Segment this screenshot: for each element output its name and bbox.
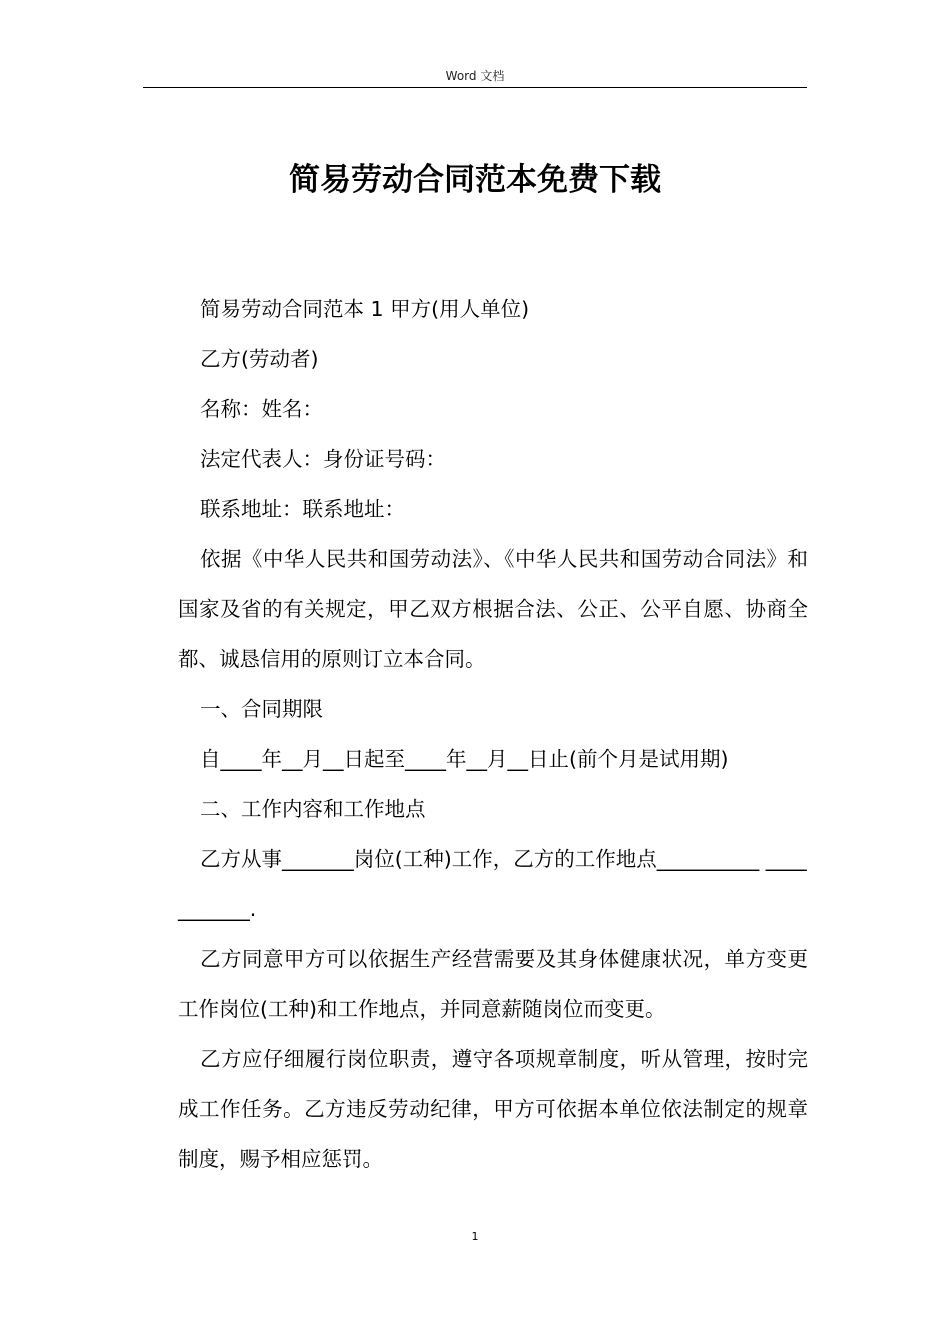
document-body	[178, 284, 808, 1184]
paragraph-name: 名称：姓名：	[200, 397, 323, 421]
paragraph-term-dates: 自____年__月__日起至____年__月__日止(前个月是试用期)	[200, 747, 729, 771]
section-heading-work: 二、工作内容和工作地点	[200, 797, 426, 821]
paragraph-party-b: 乙方(劳动者)	[200, 347, 319, 371]
paragraph-work-change: 乙方同意甲方可以依据生产经营需要及其身体健康状况，单方变更工作岗位(工种)和工作地点，并同意薪随岗位而变更。	[178, 947, 808, 1021]
page-number: 1	[471, 1230, 479, 1243]
paragraph-basis: 依据《中华人民共和国劳动法》、《中华人民共和国劳动合同法》和国家及省的有关规定，甲乙双方根据合法、公正、公平自愿、协商全都、诚恳信用的原则订立本合同。	[178, 547, 808, 671]
paragraph-party-a: 简易劳动合同范本 1 甲方(用人单位)	[200, 297, 530, 321]
paragraph-address: 联系地址：联系地址：	[200, 497, 405, 521]
header-divider	[143, 87, 807, 88]
paragraph-duties: 乙方应仔细履行岗位职责，遵守各项规章制度，听从管理，按时完成工作任务。乙方违反劳动纪律，甲方可依据本单位依法制定的规章制度，赐予相应惩罚。	[178, 1047, 808, 1171]
document-title: 简易劳动合同范本免费下载	[289, 162, 661, 198]
section-heading-term: 一、合同期限	[200, 697, 323, 721]
paragraph-legal-rep: 法定代表人：身份证号码：	[200, 447, 446, 471]
page-header: Word 文档	[445, 69, 505, 83]
paragraph-work-position: 乙方从事_______岗位(工种)工作，乙方的工作地点__________ ___________.	[178, 847, 807, 921]
